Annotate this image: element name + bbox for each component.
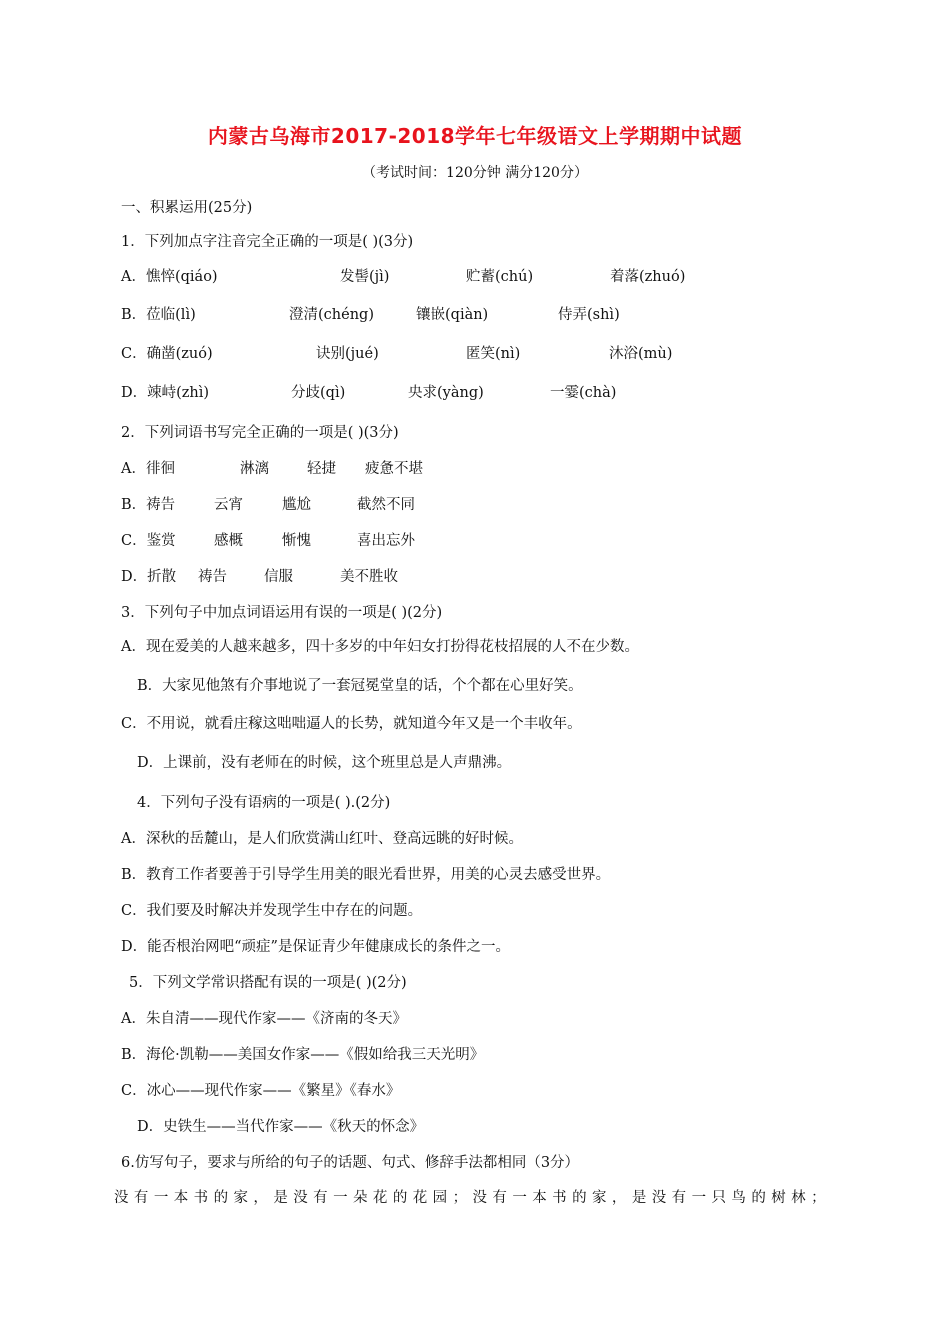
q1-a-item-1: A．憔悴(qiáo) [121, 269, 218, 285]
q1-b-item-3: 镶嵌(qiàn) [416, 307, 489, 323]
q1-d-item-3: 央求(yàng) [408, 385, 484, 401]
q4-stem: 4．下列句子没有语病的一项是( ).(2分) [137, 795, 391, 811]
q1-d-item-2: 分歧(qì) [291, 385, 346, 401]
q2-c-item-1: C．鉴赏 [121, 533, 176, 549]
q2-a-item-4: 疲惫不堪 [365, 461, 423, 477]
q2-d-item-2: 祷告 [198, 569, 227, 585]
exam-info: （考试时间：120分钟 满分120分） [362, 165, 588, 181]
q4-option-a: A．深秋的岳麓山，是人们欣赏满山红叶、登高远眺的好时候。 [121, 831, 523, 847]
q2-b-item-1: B．祷告 [121, 497, 176, 513]
q3-option-a: A．现在爱美的人越来越多，四十多岁的中年妇女打扮得花枝招展的人不在少数。 [121, 639, 639, 655]
q2-a-item-2: 淋漓 [240, 461, 269, 477]
q3-option-b: B．大家见他煞有介事地说了一套冠冕堂皇的话，个个都在心里好笑。 [137, 678, 583, 694]
q5-stem: 5．下列文学常识搭配有误的一项是( )(2分) [129, 975, 407, 991]
q1-c-item-4: 沐浴(mù) [609, 346, 673, 362]
q2-c-item-3: 惭愧 [282, 533, 311, 549]
q1-b-item-2: 澄清(chéng) [289, 307, 374, 323]
section-heading: 一、积累运用(25分) [121, 200, 253, 216]
q1-b-item-4: 侍弄(shì) [558, 307, 620, 323]
q2-b-item-4: 截然不同 [357, 497, 415, 513]
q1-c-item-2: 诀别(jué) [316, 346, 379, 362]
q1-c-item-1: C．确凿(zuó) [121, 346, 213, 362]
q5-option-d: D．史铁生——当代作家——《秋天的怀念》 [137, 1119, 425, 1135]
q4-option-b: B．教育工作者要善于引导学生用美的眼光看世界，用美的心灵去感受世界。 [121, 867, 611, 883]
q1-a-item-3: 贮蓄(chú) [466, 269, 534, 285]
q2-c-item-4: 喜出忘外 [357, 533, 415, 549]
q4-option-d: D．能否根治网吧“顽症”是保证青少年健康成长的条件之一。 [121, 939, 510, 955]
q2-d-item-1: D．折散 [121, 569, 177, 585]
q4-option-c: C．我们要及时解决并发现学生中存在的问题。 [121, 903, 423, 919]
q5-option-c: C．冰心——现代作家——《繁星》《春水》 [121, 1083, 401, 1099]
q2-d-item-3: 信服 [264, 569, 293, 585]
q2-a-item-1: A．徘徊 [121, 461, 175, 477]
q1-a-item-2: 发髻(jì) [340, 269, 390, 285]
q2-d-item-4: 美不胜收 [340, 569, 398, 585]
page-title: 内蒙古乌海市2017-2018学年七年级语文上学期期中试题 [207, 124, 743, 148]
q3-option-c: C．不用说，就看庄稼这咄咄逼人的长势，就知道今年又是一个丰收年。 [121, 716, 582, 732]
q2-a-item-3: 轻捷 [307, 461, 336, 477]
q1-a-item-4: 着落(zhuó) [610, 269, 686, 285]
q1-d-item-1: D．竦峙(zhì) [121, 385, 210, 401]
q1-d-item-4: 一霎(chà) [550, 385, 617, 401]
q6-stem: 6.仿写句子，要求与所给的句子的话题、句式、修辞手法都相同（3分） [121, 1155, 580, 1171]
q2-c-item-2: 感概 [214, 533, 243, 549]
q1-stem: 1．下列加点字注音完全正确的一项是( )(3分) [121, 234, 414, 250]
q3-option-d: D．上课前，没有老师在的时候，这个班里总是人声鼎沸。 [137, 755, 512, 771]
q3-stem: 3．下列句子中加点词语运用有误的一项是( )(2分) [121, 605, 443, 621]
q2-b-item-3: 尴尬 [282, 497, 311, 513]
q5-option-b: B．海伦·凯勒——美国女作家——《假如给我三天光明》 [121, 1047, 485, 1063]
q5-option-a: A．朱自清——现代作家——《济南的冬天》 [121, 1011, 407, 1027]
q1-b-item-1: B．莅临(lì) [121, 307, 196, 323]
q2-b-item-2: 云宵 [214, 497, 243, 513]
q1-c-item-3: 匿笑(nì) [466, 346, 521, 362]
q2-stem: 2．下列词语书写完全正确的一项是( )(3分) [121, 425, 399, 441]
q6-example-sentence: 没有一本书的家，是没有一朵花的花园；没有一本书的家，是没有一只鸟的树林； [114, 1190, 829, 1206]
